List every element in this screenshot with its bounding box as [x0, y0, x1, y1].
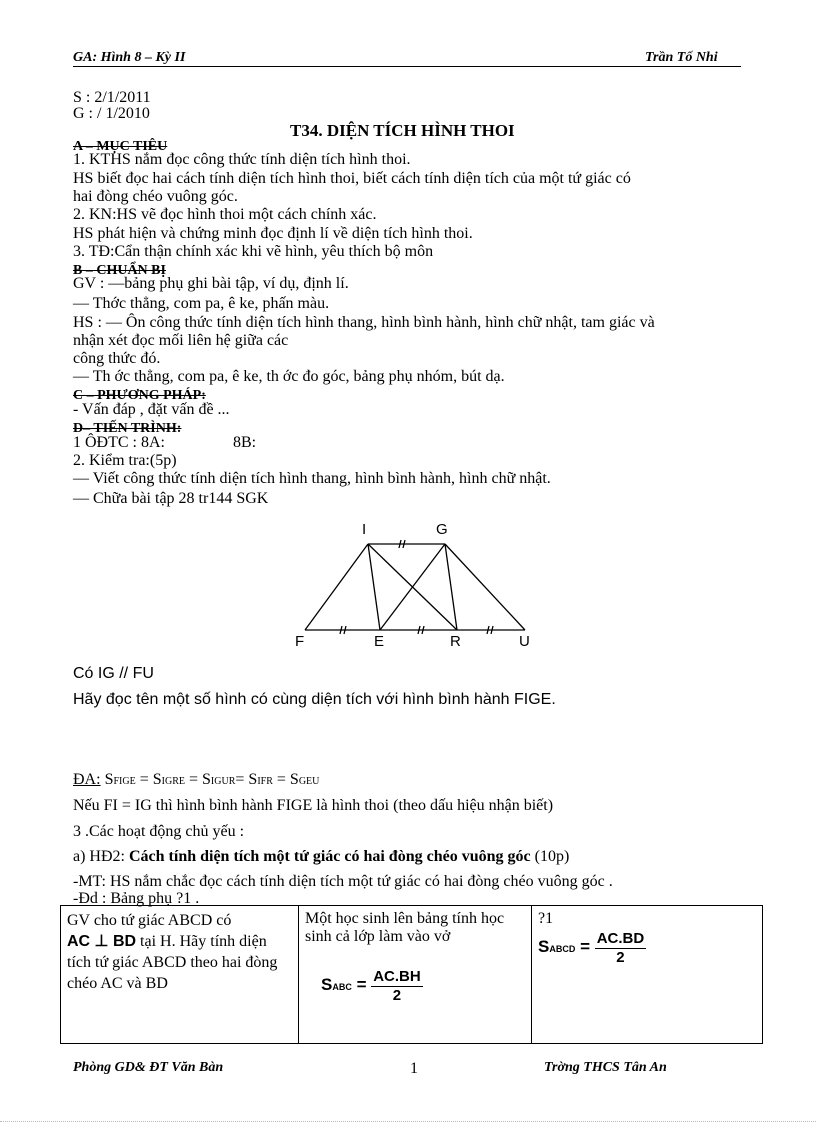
- point-label-r: R: [450, 633, 461, 650]
- section-d-heading: D– TIẾN TRÌNH:: [73, 421, 182, 436]
- mt-line: -MT: HS nắm chắc đọc cách tính diện tích một tứ giác có hai đòng chéo vuông góc .: [73, 873, 613, 890]
- parallel-statement: Có IG // FU: [73, 665, 154, 682]
- point-label-u: U: [519, 633, 530, 650]
- section-a-line: 3. TĐ:Cẩn thận chính xác khi vẽ hình, yêu thích bộ môn: [73, 243, 434, 260]
- date-s: S : 2/1/2011: [73, 89, 151, 106]
- page-number: 1: [410, 1060, 418, 1077]
- activity-table: [60, 905, 763, 1044]
- section-b-line: HS : — Ôn công thức tính diện tích hình thang, hình bình hành, hình chữ nhật, tam giác và: [73, 314, 655, 331]
- segment-gu: [445, 544, 525, 630]
- section-d-line: 2. Kiểm tra:(5p): [73, 452, 177, 469]
- formula-abcd: SABCD = $\frac{AC.BD}{2}$: [538, 930, 645, 966]
- trapezoid-figure: [290, 518, 540, 650]
- odtc-label: 1 ÔĐTC : 8A:: [73, 434, 165, 451]
- area-term: SFIGE: [104, 771, 136, 788]
- answer-label: ĐA:: [73, 771, 101, 788]
- table-cell-answer: ?1 SABCD = $\frac{AC.BD}{2}$: [532, 906, 763, 1044]
- header-left: GA: Hình 8 – Kỳ II: [73, 50, 186, 65]
- question-text: Hãy đọc tên một số hình có cùng diện tích với hình bình hành FIGE.: [73, 691, 556, 708]
- section-a-line: 2. KN:HS vẽ đọc hình thoi một cách chính xác.: [73, 206, 377, 223]
- section-c-heading: C – PHƯƠNG PHÁP:: [73, 388, 206, 403]
- section-a-line: HS biết đọc hai cách tính diện tích hình thoi, biết cách tính diện tích của một tứ giác có: [73, 170, 631, 187]
- rhombus-note: Nếu FI = IG thì hình bình hành FIGE là hình thoi (theo dấu hiệu nhận biết): [73, 797, 554, 814]
- section-b-heading: B – CHUẨN BỊ: [73, 263, 166, 278]
- segment-fi: [305, 544, 368, 630]
- section-d-line: — Chữa bài tập 28 tr144 SGK: [73, 490, 269, 507]
- segment-gr: [445, 544, 457, 630]
- footer-left: Phòng GD& ĐT Văn Bàn: [73, 1060, 224, 1075]
- section-b-line: GV : —bảng phụ ghi bài tập, ví dụ, định lí.: [73, 275, 349, 292]
- area-term: SGEU: [289, 771, 320, 788]
- page-title: T34. DIỆN TÍCH HÌNH THOI: [290, 121, 515, 140]
- section-d-line: — Viết công thức tính diện tích hình thang, hình bình hành, hình chữ nhật.: [73, 470, 551, 487]
- section-a-line: hai đòng chéo vuông góc.: [73, 188, 238, 205]
- section-c-line: - Vấn đáp , đặt vấn đề ...: [73, 401, 230, 418]
- section-b-line: nhận xét đọc mối liên hệ giữa các: [73, 332, 289, 349]
- area-term: SIFR: [248, 771, 273, 788]
- odtc-8b: 8B:: [233, 434, 257, 451]
- area-term: SIGRE: [152, 771, 185, 788]
- section-a-line: 1. KTHS nắm đọc công thức tính diện tích hình thoi.: [73, 151, 411, 168]
- segment-ie: [368, 544, 380, 630]
- section-b-line: công thức đó.: [73, 350, 161, 367]
- formula-abc: SABC = $\frac{AC.BH}{2}$: [321, 968, 421, 1004]
- header-rule: [73, 66, 741, 67]
- section-b-line: — Thớc thẳng, com pa, ê ke, phấn màu.: [73, 295, 330, 312]
- point-label-i: I: [362, 521, 367, 538]
- segment-ge: [380, 544, 445, 630]
- footer-right: Trờng THCS Tân An: [544, 1060, 667, 1075]
- dd-line: -Đd : Bảng phụ ?1 .: [73, 890, 200, 907]
- table-cell-teacher: GV cho tứ giác ABCD có AC ⊥ BD tại H. Hãy tính diện tích tứ giác ABCD theo hai đòng chéo AC và BD: [61, 906, 299, 1044]
- point-label-f: F: [295, 633, 305, 650]
- section-a-line: HS phát hiện và chứng minh đọc định lí về diện tích hình thoi.: [73, 225, 473, 242]
- header-right: Trần Tố Nhi: [645, 50, 718, 65]
- section-b-line: — Th ớc thẳng, com pa, ê ke, th ớc đo góc, bảng phụ nhóm, bút dạ.: [73, 368, 505, 385]
- table-cell-student: Một học sinh lên bảng tính học sinh cả lớp làm vào vở SABC = $\frac{AC.BH}{2}$: [299, 906, 532, 1044]
- point-label-g: G: [436, 521, 448, 538]
- page-bottom-rule: [0, 1121, 816, 1122]
- area-term: SIGUR: [202, 771, 236, 788]
- answer-line: ĐA: SFIGE = SIGRE = SIGUR= SIFR = SGEU: [73, 771, 320, 788]
- hd2-heading: a) HĐ2: Cách tính diện tích một tứ giác có hai đòng chéo vuông góc (10p): [73, 848, 570, 865]
- perpendicular-expression: AC ⊥ BD: [67, 933, 137, 950]
- section-a-heading: A – MỤC TIÊU: [73, 139, 168, 154]
- date-g: G : / 1/2010: [73, 105, 150, 122]
- activities-heading: 3 .Các hoạt động chủ yếu :: [73, 823, 245, 840]
- point-label-e: E: [374, 633, 385, 650]
